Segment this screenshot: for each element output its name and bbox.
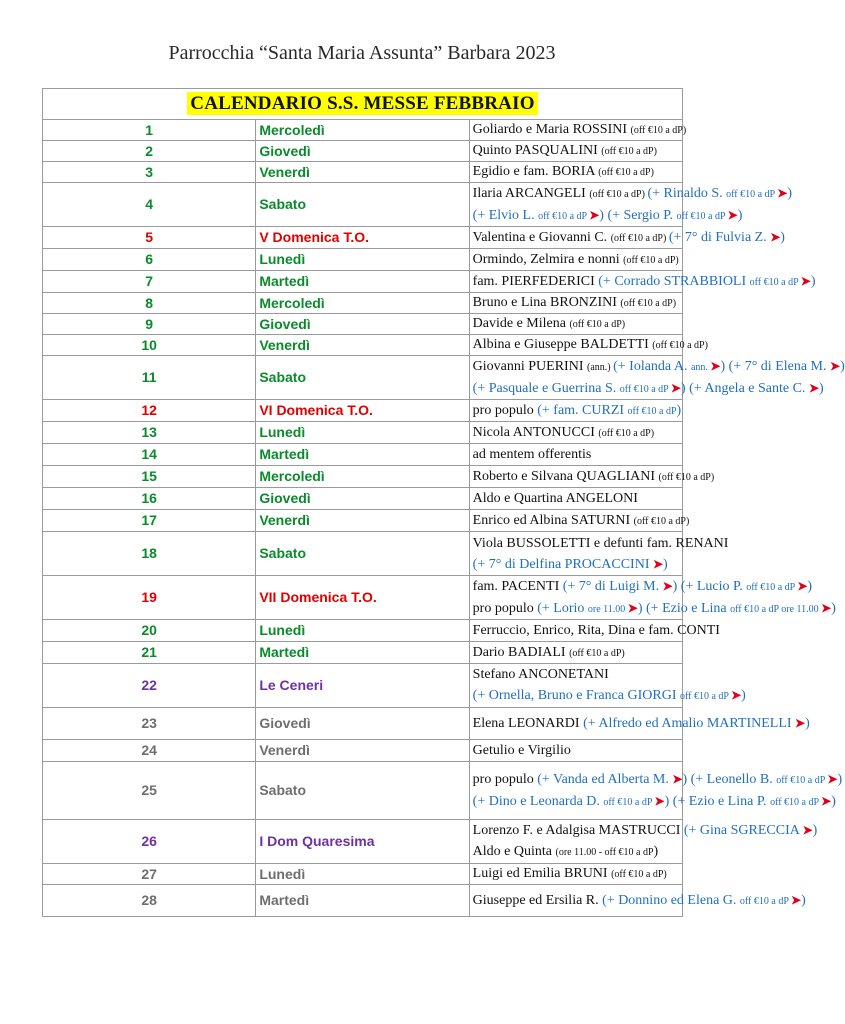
day-number: 2: [43, 141, 256, 162]
mass-intentions: [469, 444, 682, 466]
day-number: 10: [43, 335, 256, 356]
day-number: 9: [43, 314, 256, 335]
calendar-row: [43, 314, 683, 335]
mass-intentions: [469, 488, 682, 510]
mass-intentions: [469, 664, 746, 708]
mass-intentions: [469, 620, 720, 642]
intention-text: ) (+ Sergio P.: [599, 207, 677, 223]
arrow-icon: ➤: [670, 380, 681, 395]
weekday: Venerdì: [256, 510, 469, 532]
calendar-row: [43, 466, 683, 488]
intention-text: (+ Dino e Leonarda D.: [472, 793, 604, 809]
calendar-row: [43, 141, 683, 162]
arrow-icon: ➤: [727, 207, 738, 222]
offering-note: off €10 a dP: [726, 188, 778, 200]
calendar-row: [43, 183, 683, 227]
mass-intentions: [469, 708, 810, 740]
intention-text: ) (+ Angela e Sante C.: [680, 380, 809, 396]
arrow-icon: ➤: [802, 823, 813, 837]
offering-note: off €10 a dP: [676, 210, 728, 222]
offering-note: (off €10 a dP): [633, 515, 690, 527]
arrow-icon: ➤: [589, 207, 600, 222]
weekday: Venerdì: [256, 740, 469, 762]
calendar-row: [43, 864, 683, 885]
mass-intentions: [469, 422, 682, 444]
intention-text: fam. PIERFEDERICI: [472, 273, 599, 289]
calendar-row: [43, 293, 683, 314]
intention-line: [472, 467, 715, 487]
intention-text: Quinto PASQUALINI: [472, 143, 602, 158]
day-number: 24: [43, 740, 256, 762]
offering-note: (off €10 a dP): [611, 869, 667, 880]
arrow-icon: ➤: [777, 185, 788, 200]
intention-line: [472, 686, 746, 706]
weekday: Sabato: [256, 356, 469, 400]
page-title: Parrocchia “Santa Maria Assunta” Barbara 2023: [168, 42, 556, 64]
intention-line: [472, 821, 818, 840]
mass-intentions: [469, 740, 682, 762]
intention-text: pro populo: [472, 402, 538, 418]
intention-text: pro populo: [472, 771, 538, 787]
day-number: 11: [43, 356, 256, 400]
offering-note: (off €10 a dP): [610, 232, 669, 244]
intention-text: ): [663, 556, 668, 572]
offering-note: (off €10 a dP): [569, 319, 626, 330]
arrow-icon: ➤: [652, 556, 664, 571]
intention-text: ) (+ Lucio P.: [672, 578, 747, 594]
arrow-icon: ➤: [795, 716, 806, 730]
mass-intentions: [469, 820, 818, 864]
intention-line: [473, 643, 679, 663]
offering-note: off €10 a dP: [538, 210, 590, 222]
weekday: Giovedì: [256, 488, 469, 510]
calendar-table: [42, 88, 845, 917]
header-row: [43, 89, 683, 120]
mass-intentions: [469, 642, 682, 664]
intention-text: (+ Ornella, Bruno e Franca GIORGI: [472, 688, 680, 703]
offering-note: (ore 11.00 - off €10 a dP: [555, 847, 654, 858]
weekday: Giovedì: [256, 708, 469, 740]
calendar-header: CALENDARIO S.S. MESSE FEBBRAIO: [187, 92, 537, 115]
intention-text: (+ Gina SGRECCIA: [683, 823, 803, 838]
intention-text: Giovanni PUERINI: [472, 358, 587, 374]
intention-line: [472, 792, 836, 812]
arrow-icon: ➤: [830, 358, 841, 373]
day-number: 25: [43, 762, 256, 820]
day-number: 17: [43, 510, 256, 532]
mass-intentions: [469, 141, 682, 162]
arrow-icon: ➤: [797, 578, 808, 593]
offering-note: (off €10 a dP): [658, 471, 715, 483]
weekday: Martedì: [256, 885, 469, 917]
intention-line: [472, 184, 792, 204]
weekday: Giovedì: [256, 314, 469, 335]
calendar-row: [43, 576, 683, 620]
weekday: Lunedì: [256, 620, 469, 642]
intention-text: ): [837, 771, 843, 787]
calendar-row: [43, 271, 683, 293]
intention-line: [473, 842, 679, 862]
calendar-row: [43, 488, 683, 510]
intention-text: ): [805, 716, 810, 731]
day-number: 12: [43, 400, 256, 422]
intention-text: ): [810, 273, 816, 289]
day-number: 26: [43, 820, 256, 864]
intention-text: ): [737, 207, 743, 223]
calendar-row: [43, 762, 683, 820]
day-number: 14: [43, 444, 256, 466]
intention-line: [472, 714, 810, 733]
arrow-icon: ➤: [791, 892, 802, 907]
weekday: Martedì: [256, 271, 469, 293]
calendar-row: [43, 422, 683, 444]
weekday: VII Domenica T.O.: [256, 576, 469, 620]
header-cell: [43, 89, 683, 120]
day-number: 4: [43, 183, 256, 227]
intention-line: [472, 577, 813, 597]
arrow-icon: ➤: [710, 358, 721, 373]
intention-text: Bruno e Lina BRONZINI: [472, 295, 621, 310]
intention-line: [472, 891, 806, 911]
offering-note: off €10 a dP: [603, 796, 655, 808]
intention-line: [472, 272, 816, 292]
intention-text: ): [780, 229, 785, 245]
intention-text: pro populo: [472, 600, 538, 616]
calendar-row: [43, 335, 683, 356]
day-number: 21: [43, 642, 256, 664]
mass-intentions: [469, 162, 682, 183]
day-number: 8: [43, 293, 256, 314]
intention-text: Nicola ANTONUCCI: [472, 424, 599, 440]
intention-line: [472, 534, 729, 553]
weekday: Martedì: [256, 642, 469, 664]
weekday: Le Ceneri: [256, 664, 469, 708]
mass-intentions: [469, 466, 715, 488]
offering-note: ore 11.00: [587, 603, 628, 615]
arrow-icon: ➤: [731, 688, 742, 702]
day-number: 16: [43, 488, 256, 510]
calendar-row: [43, 708, 683, 740]
intention-text: (+ 7° di Luigi M.: [562, 578, 663, 594]
intention-text: (+ Donnino ed Elena G.: [602, 892, 740, 908]
mass-intentions: [469, 510, 690, 532]
calendar-row: [43, 642, 683, 664]
intention-text: Viola BUSSOLETTI e defunti fam. RENANI: [472, 535, 729, 551]
intention-line: [472, 357, 845, 377]
arrow-icon: ➤: [800, 273, 811, 288]
intention-text: Luigi ed Emilia BRUNI: [472, 866, 612, 881]
intention-line: [473, 741, 679, 760]
weekday: Sabato: [256, 183, 469, 227]
intention-text: Davide e Milena: [472, 316, 570, 331]
day-number: 22: [43, 664, 256, 708]
intention-text: Valentina e Giovanni C.: [472, 229, 611, 245]
intention-text: (+ fam. CURZI: [537, 402, 628, 418]
intention-text: ): [831, 600, 836, 616]
weekday: Martedì: [256, 444, 469, 466]
intention-text: Aldo e Quinta: [472, 844, 556, 859]
arrow-icon: ➤: [808, 380, 819, 395]
calendar-row: [43, 120, 683, 141]
intention-line: [472, 770, 843, 790]
intention-text: (+ Lorio: [537, 600, 588, 616]
offering-note: (off €10 a dP): [620, 298, 677, 309]
mass-intentions: [469, 762, 843, 820]
intention-text: (+ Corrado STRABBIOLI: [598, 273, 750, 289]
intention-text: ): [801, 892, 806, 908]
intention-line: [473, 162, 679, 182]
calendar-row: [43, 162, 683, 183]
calendar-row: [43, 820, 683, 864]
intention-text: ): [787, 185, 792, 201]
intention-line: [472, 599, 836, 619]
calendar-row: [43, 356, 683, 400]
intention-line: [472, 228, 785, 248]
intention-text: Lorenzo F. e Adalgisa MASTRUCCI: [472, 823, 684, 838]
mass-intentions: [469, 335, 708, 356]
intention-text: (+ Rinaldo S.: [647, 185, 727, 201]
mass-intentions: [469, 271, 816, 293]
offering-note: (off €10 a dP): [598, 167, 654, 178]
intention-line: [472, 379, 824, 399]
arrow-icon: ➤: [627, 600, 638, 615]
mass-intentions: [469, 576, 836, 620]
weekday: Mercoledì: [256, 120, 469, 141]
intention-line: [473, 423, 679, 443]
intention-text: Albina e Giuseppe BALDETTI: [472, 337, 653, 352]
weekday: Venerdì: [256, 335, 469, 356]
arrow-icon: ➤: [770, 229, 781, 244]
intention-line: [473, 250, 679, 270]
offering-note: off €10 a dP: [627, 405, 677, 417]
mass-intentions: [469, 293, 682, 314]
day-number: 28: [43, 885, 256, 917]
intention-text: Goliardo e Maria ROSSINI: [472, 122, 631, 137]
weekday: Lunedì: [256, 422, 469, 444]
mass-intentions: [469, 183, 792, 227]
day-number: 15: [43, 466, 256, 488]
intention-line: [473, 555, 679, 574]
day-number: 6: [43, 249, 256, 271]
offering-note: off €10 a dP: [749, 276, 801, 288]
intention-line: [473, 665, 679, 684]
day-number: 1: [43, 120, 256, 141]
calendar-row: [43, 444, 683, 466]
mass-intentions: [469, 532, 729, 576]
day-number: 3: [43, 162, 256, 183]
intention-text: Enrico ed Albina SATURNI: [472, 512, 634, 528]
intention-line: [472, 401, 682, 421]
mass-intentions: [469, 120, 687, 141]
intention-text: ad mentem offerentis: [472, 447, 592, 462]
arrow-icon: ➤: [672, 771, 683, 786]
mass-intentions: [469, 864, 682, 885]
calendar-row: [43, 740, 683, 762]
offering-note: (off €10 a dP): [569, 647, 625, 659]
intention-line: [473, 141, 679, 161]
offering-note: off €10 a dP ore 11.00: [730, 603, 822, 615]
intention-text: (+ 7° di Fulvia Z.: [668, 229, 771, 245]
offering-note: (off €10 a dP): [601, 146, 657, 157]
intention-line: [472, 206, 743, 226]
day-number: 27: [43, 864, 256, 885]
calendar-row: [43, 510, 683, 532]
intention-text: ): [819, 380, 824, 396]
intention-text: Aldo e Quartina ANGELONI: [472, 491, 638, 506]
intention-text: ): [653, 844, 659, 859]
intention-line: [472, 511, 690, 531]
offering-note: off €10 a dP: [619, 383, 671, 395]
offering-note: (off €10 a dP): [598, 427, 655, 439]
intention-text: ) (+ 7° di Elena M.: [720, 358, 831, 374]
intention-line: [473, 314, 679, 334]
intention-text: ): [831, 793, 836, 809]
intention-text: ): [741, 688, 746, 703]
calendar-row: [43, 664, 683, 708]
arrow-icon: ➤: [662, 578, 673, 593]
calendar-row: [43, 620, 683, 642]
mass-intentions: [469, 227, 785, 249]
weekday: Mercoledì: [256, 466, 469, 488]
intention-line: [473, 445, 679, 464]
arrow-icon: ➤: [654, 793, 665, 808]
calendar-row: [43, 400, 683, 422]
intention-text: (+ Vanda ed Alberta M.: [537, 771, 673, 787]
mass-intentions: [469, 314, 682, 335]
intention-line: [473, 293, 679, 313]
day-number: 20: [43, 620, 256, 642]
intention-text: ): [676, 402, 682, 418]
intention-text: Ilaria ARCANGELI: [472, 185, 590, 201]
intention-text: (+ Alfredo ed Amalio MARTINELLI: [583, 716, 796, 731]
arrow-icon: ➤: [821, 793, 832, 808]
day-number: 13: [43, 422, 256, 444]
intention-text: ) (+ Leonello B.: [682, 771, 777, 787]
intention-text: Getulio e Virgilio: [472, 743, 571, 758]
day-number: 19: [43, 576, 256, 620]
day-number: 18: [43, 532, 256, 576]
weekday: V Domenica T.O.: [256, 227, 469, 249]
intention-text: Egidio e fam. BORIA: [472, 164, 599, 179]
intention-text: (+ 7° di Delfina PROCACCINI: [472, 556, 653, 572]
day-number: 7: [43, 271, 256, 293]
intention-text: (+ Elvio L.: [472, 207, 539, 223]
intention-text: ) (+ Ezio e Lina P.: [664, 793, 771, 809]
intention-text: Ormindo, Zelmira e nonni: [472, 251, 624, 267]
intention-text: Stefano ANCONETANI: [472, 667, 609, 682]
calendar-row: [43, 885, 683, 917]
intention-line: [473, 864, 679, 884]
offering-note: ann.: [690, 361, 711, 373]
offering-note: off €10 a dP: [680, 691, 732, 702]
offering-note: (off €10 a dP): [589, 188, 648, 200]
day-number: 5: [43, 227, 256, 249]
arrow-icon: ➤: [821, 600, 832, 615]
weekday: Sabato: [256, 762, 469, 820]
mass-intentions: [469, 885, 806, 917]
intention-text: fam. PACENTI: [472, 578, 563, 594]
calendar-row: [43, 249, 683, 271]
arrow-icon: ➤: [827, 771, 838, 786]
weekday: Mercoledì: [256, 293, 469, 314]
calendar-row: [43, 532, 683, 576]
intention-text: ): [812, 823, 818, 838]
weekday: Venerdì: [256, 162, 469, 183]
offering-note: (off €10 a dP): [652, 340, 708, 351]
offering-note: (off €10 a dP): [630, 125, 687, 136]
intention-text: ) (+ Ezio e Lina: [637, 600, 731, 616]
weekday: VI Domenica T.O.: [256, 400, 469, 422]
weekday: Sabato: [256, 532, 469, 576]
intention-text: (+ Pasquale e Guerrina S.: [472, 380, 620, 396]
intention-text: ): [840, 358, 845, 374]
intention-text: Giuseppe ed Ersilia R.: [472, 892, 603, 908]
calendar-row: [43, 227, 683, 249]
intention-text: Elena LEONARDI: [472, 716, 584, 731]
weekday: Giovedì: [256, 141, 469, 162]
intention-line: [472, 621, 720, 640]
intention-text: Roberto e Silvana QUAGLIANI: [472, 468, 659, 484]
weekday: I Dom Quaresima: [256, 820, 469, 864]
intention-line: [472, 335, 708, 355]
day-number: 23: [43, 708, 256, 740]
weekday: Lunedì: [256, 249, 469, 271]
intention-text: Ferruccio, Enrico, Rita, Dina e fam. CONTI: [472, 623, 720, 638]
offering-note: (off €10 a dP): [623, 254, 679, 266]
intention-text: (+ Iolanda A.: [613, 358, 691, 374]
offering-note: off €10 a dP: [770, 796, 822, 808]
intention-text: Dario BADIALI: [472, 644, 570, 660]
intention-text: ): [807, 578, 813, 594]
offering-note: off €10 a dP: [739, 895, 792, 907]
offering-note: (ann.): [586, 361, 614, 373]
intention-line: [472, 120, 687, 140]
mass-intentions: [469, 249, 682, 271]
mass-intentions: [469, 356, 845, 400]
mass-intentions: [469, 400, 682, 422]
offering-note: off €10 a dP: [746, 581, 798, 593]
weekday: Lunedì: [256, 864, 469, 885]
offering-note: off €10 a dP: [776, 774, 828, 786]
intention-line: [473, 489, 679, 508]
